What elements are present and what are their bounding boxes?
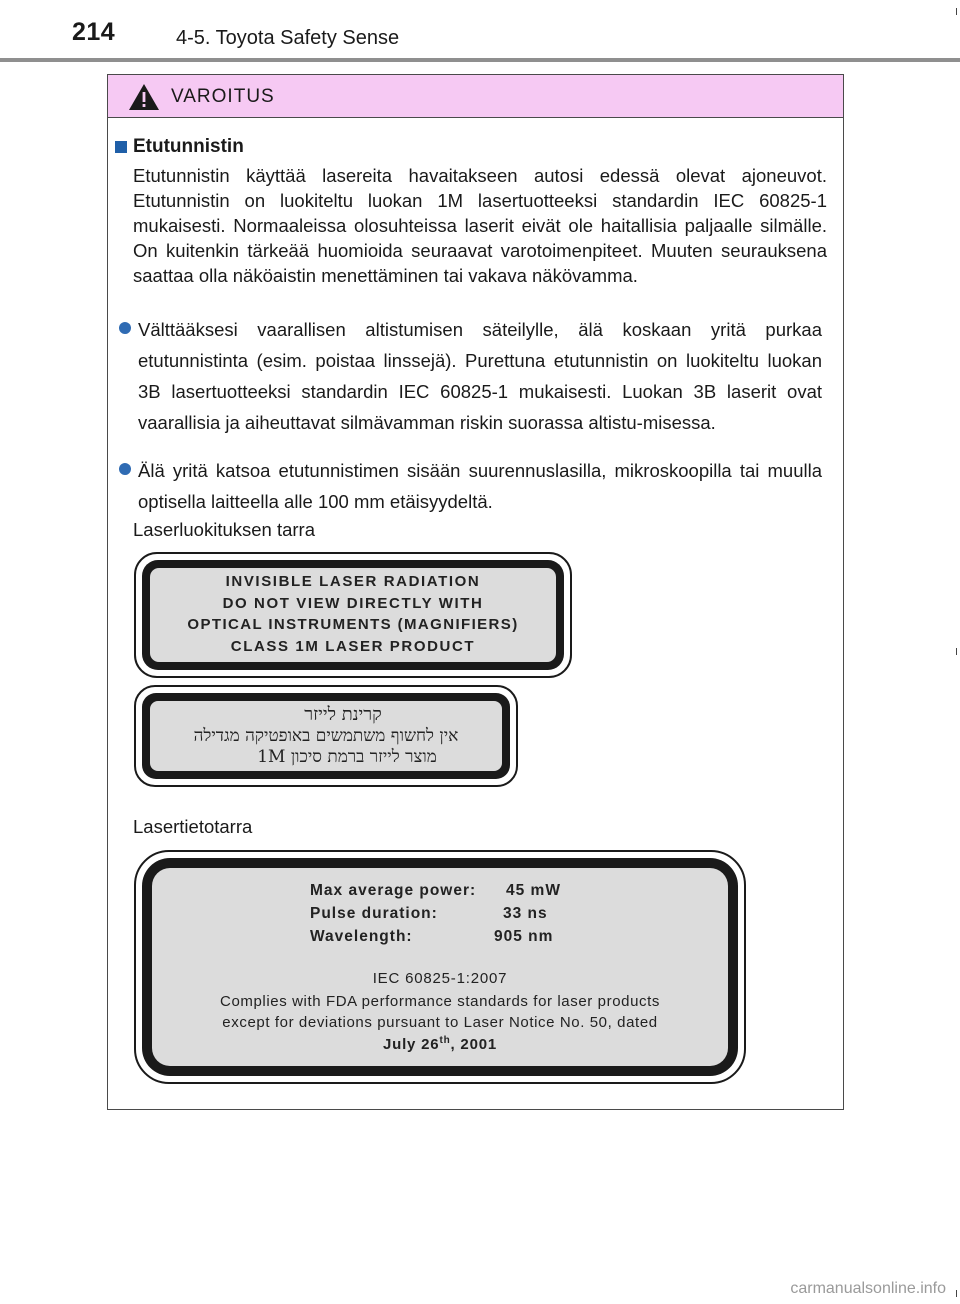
spec-value: 905 nm (494, 928, 554, 945)
bullet-item (119, 314, 839, 438)
label-en-line: OPTICAL INSTRUMENTS (MAGNIFIERS) (187, 616, 519, 633)
page-header (0, 0, 960, 64)
bullet-dot-icon (119, 463, 131, 475)
warning-title: VAROITUS (171, 86, 275, 107)
warning-header (108, 75, 843, 118)
spec-label: Pulse duration: (310, 905, 438, 922)
laser-class-label-en (133, 551, 573, 679)
compliance-text: except for deviations pursuant to Laser Notice No. 50, dated (222, 1014, 658, 1031)
classification-caption: Laserluokituksen tarra (133, 519, 316, 540)
header-rule (0, 58, 960, 62)
crop-mark (956, 1290, 957, 1297)
bullet-text: Älä yritä katsoa etutunnistimen sisään suurennuslasilla, mikroskoopilla tai muulla optisella laitteella alle 100 mm etäisyydeltä. (138, 460, 822, 512)
spec-value: 33 ns (503, 905, 548, 922)
laser-class-label-he (133, 684, 519, 788)
label-he-line: אין לחשוף משתמשים באופטיקה מגדילה (193, 726, 459, 746)
spec-label: Max average power: (310, 882, 477, 899)
standard-text: IEC 60825-1:2007 (372, 970, 508, 987)
bullet-text: Välttääksesi vaarallisen altistumisen säteilylle, älä koskaan yritä purkaa etutunnistinta (esim. poistaa linssejä). Purettuna etutunnistin on luokiteltu luokan 3B lasertuotteeksi standardin IEC 60825-1 mukaisesti. Luokan 3B laserit ovat vaarallisia ja aiheuttavat silmävamman riskin suorassa altistu-misessa. (138, 319, 822, 433)
section-heading (115, 136, 244, 158)
section-title: 4-5. Toyota Safety Sense (176, 27, 400, 49)
crop-mark (956, 648, 957, 655)
intro-paragraph: Etutunnistin käyttää lasereita havaitakseen autosi edessä olevat ajoneuvot. Etutunnistin on luokiteltu luokan 1M lasertuotteeksi standardin IEC 60825-1 mukaisesti. Normaaleissa olosuhteissa laserit eivät ole haitallisia paljaalle silmälle. On kuitenkin tärkeää huomioida seuraavat varotoimenpiteet. Muuten seurauksena saattaa olla näköaistin menettäminen tai vakava näkövamma. (133, 165, 827, 286)
compliance-date: July 26th, 2001 (382, 1035, 498, 1053)
compliance-text: Complies with FDA performance standards for laser products (220, 993, 660, 1010)
heading-text: Etutunnistin (133, 136, 244, 157)
bullet-dot-icon (119, 322, 131, 334)
spec-label: Wavelength: (310, 928, 413, 945)
label-en-line: CLASS 1M LASER PRODUCT (230, 638, 476, 655)
label-he-line: קרינת לייזר (304, 704, 382, 725)
label-he-line: מוצר לייזר ברמת סיכון 1M (257, 747, 437, 767)
laser-info-label (133, 849, 747, 1085)
crop-mark (956, 8, 957, 15)
bullet-item (119, 455, 839, 517)
spec-value: 45 mW (506, 882, 561, 899)
label-en-line: INVISIBLE LASER RADIATION (225, 573, 481, 590)
watermark-logo: carmanualsonline.info (790, 1280, 946, 1297)
info-caption: Lasertietotarra (133, 816, 253, 837)
label-en-line: DO NOT VIEW DIRECTLY WITH (222, 595, 484, 612)
page-number: 214 (72, 18, 116, 46)
warning-triangle-icon (128, 83, 160, 111)
square-bullet-icon (115, 141, 127, 153)
